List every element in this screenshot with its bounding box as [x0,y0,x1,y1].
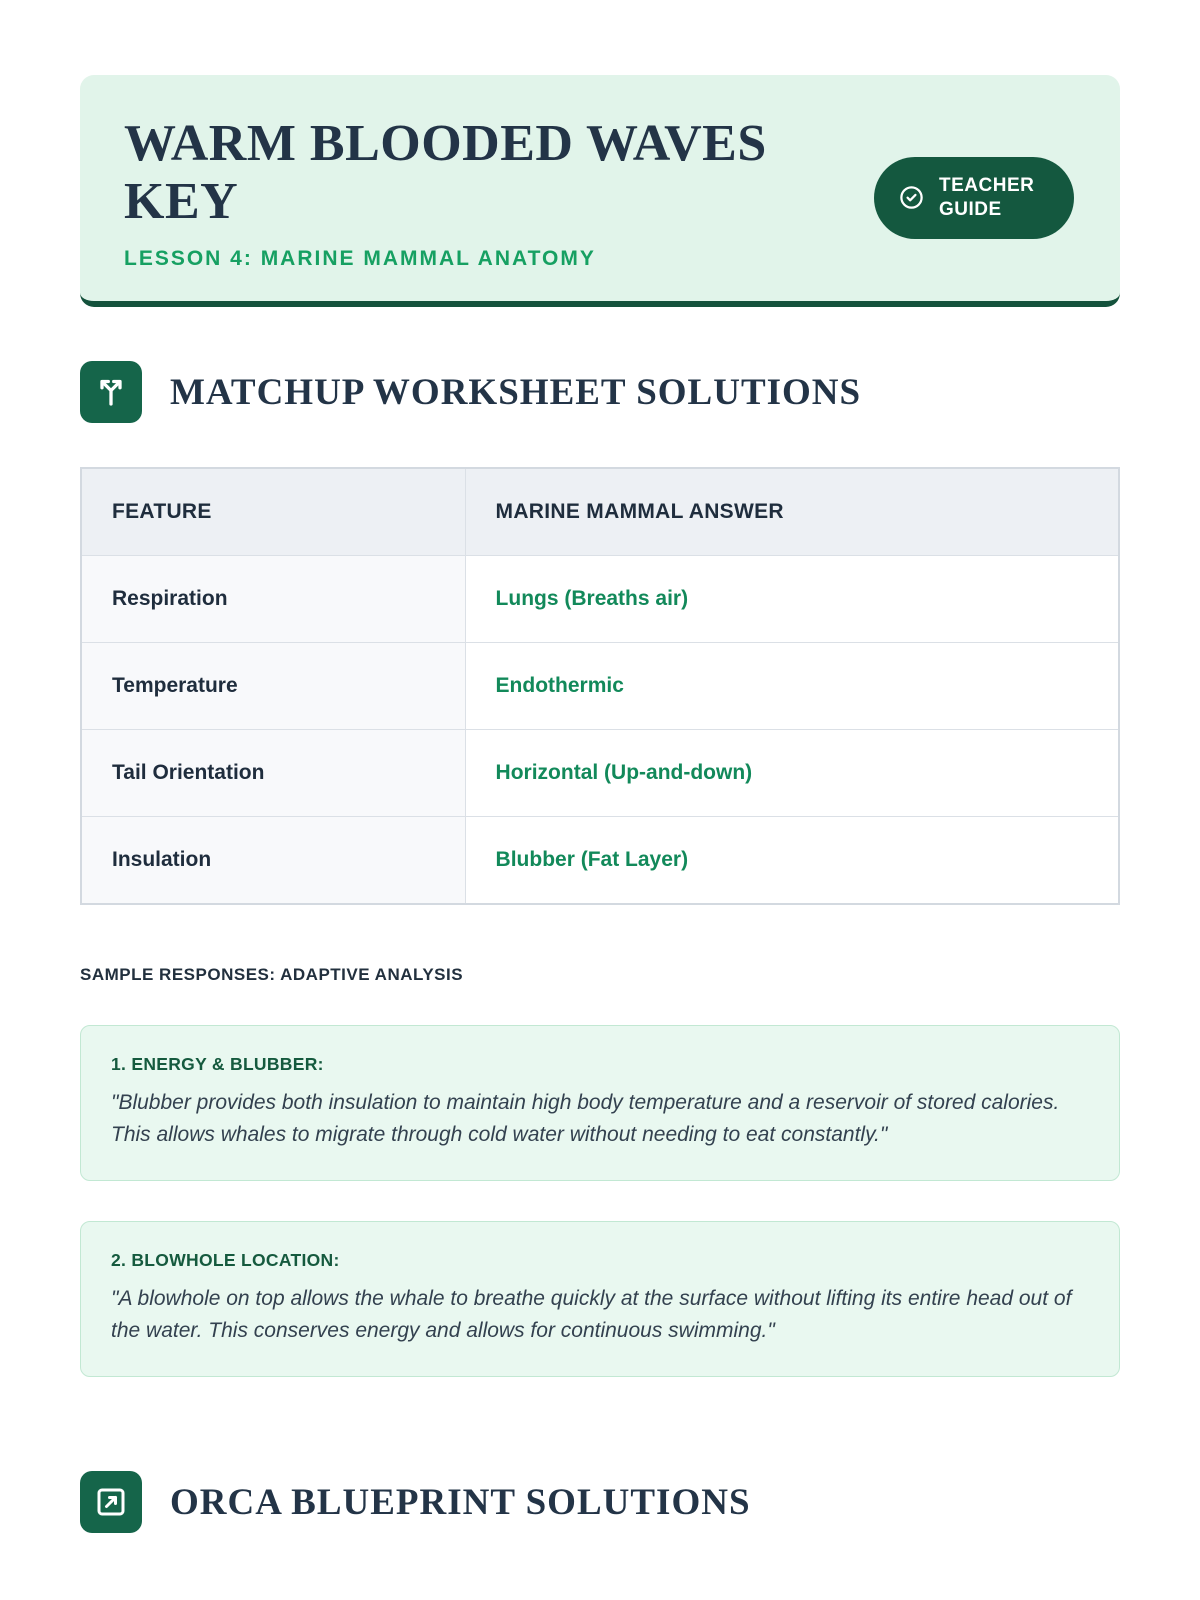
response-card-title: 1. ENERGY & BLUBBER: [111,1054,324,1075]
feature-cell: Respiration [81,556,465,643]
table-row [81,643,1119,730]
table-row [81,817,1119,905]
orca-section-title: ORCA BLUEPRINT SOLUTIONS [170,1481,751,1523]
response-card-blowhole-location [80,1221,1120,1377]
answer-cell: Horizontal (Up-and-down) [465,730,1119,817]
lesson-subtitle: LESSON 4: MARINE MAMMAL ANATOMY [124,247,596,271]
feature-cell: Tail Orientation [81,730,465,817]
feature-cell: Insulation [81,817,465,905]
answers-table [80,467,1120,905]
sample-responses-heading: SAMPLE RESPONSES: ADAPTIVE ANALYSIS [80,965,464,985]
table-header-row [81,468,1119,556]
response-card-energy-blubber [80,1025,1120,1181]
table-row [81,730,1119,817]
teacher-guide-badge [874,157,1074,239]
page-title: WARM BLOODED WAVES KEY [124,115,767,231]
response-card-body: "Blubber provides both insulation to maintain high body temperature and a reservoir of stored calories. This allows whales to migrate through cold water without needing to eat constantly." [111,1091,1060,1146]
answer-cell: Lungs (Breaths air) [465,556,1119,643]
response-card-body: "A blowhole on top allows the whale to breathe quickly at the surface without lifting its entire head out of the water. This conserves energy and allows for continuous swimming." [111,1287,1072,1342]
column-header-answer: MARINE MAMMAL ANSWER [465,468,1119,556]
split-arrows-icon [80,361,142,423]
response-card-title: 2. BLOWHOLE LOCATION: [111,1250,340,1271]
answer-cell: Endothermic [465,643,1119,730]
column-header-feature: FEATURE [81,468,465,556]
check-circle-icon [898,184,925,211]
image-export-icon [80,1471,142,1533]
feature-cell: Temperature [81,643,465,730]
badge-label: TEACHER GUIDE [939,175,1035,220]
table-row [81,556,1119,643]
matchup-section-title: MATCHUP WORKSHEET SOLUTIONS [170,371,862,413]
orca-section-header [80,1471,1120,1533]
matchup-section-header [80,361,1120,423]
header-text-block [124,115,804,271]
answer-cell: Blubber (Fat Layer) [465,817,1119,905]
header-card [80,75,1120,307]
